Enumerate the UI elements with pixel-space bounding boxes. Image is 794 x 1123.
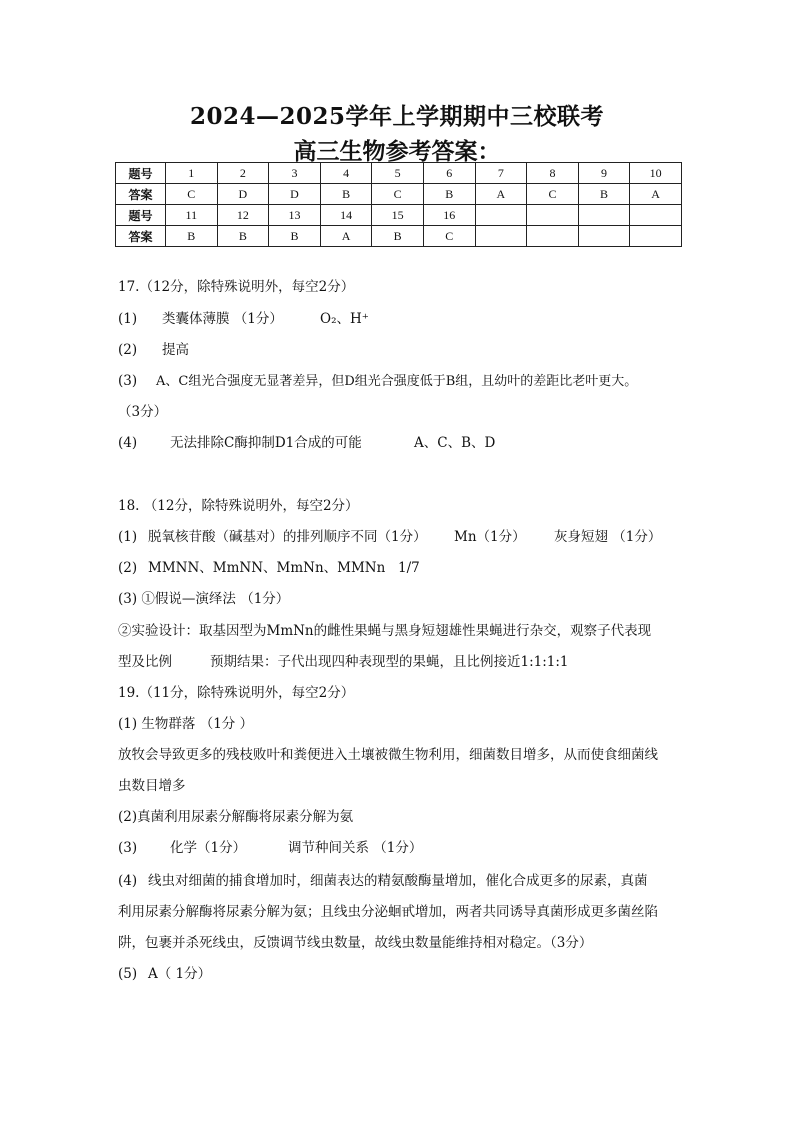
q19-line-1: (1) 生物群落 （1分 ） xyxy=(118,716,254,732)
q18-line-1 xyxy=(118,528,661,546)
q18-line-4: ②实验设计：取基因型为MmNn的雌性果蝇与黑身短翅雄性果蝇进行杂交，观察子代表现 xyxy=(118,623,652,639)
table-cell: 2 xyxy=(217,163,269,184)
q17-line-1 xyxy=(118,310,369,328)
answer-text: 提高 xyxy=(162,342,189,358)
table-cell: 15 xyxy=(372,205,424,226)
table-cell: 11 xyxy=(166,205,218,226)
table-cell xyxy=(578,226,630,247)
answer-text: A、C组光合强度无显著差异，但D组光合强度低于B组，且幼叶的差距比老叶更大。 xyxy=(156,374,638,389)
answer-text: 化学（1分） xyxy=(170,840,247,856)
q19-heading: 19.（11分，除特殊说明外，每空2分） xyxy=(118,685,355,701)
table-row xyxy=(116,184,682,205)
table-cell: D xyxy=(269,184,321,205)
table-cell: B xyxy=(166,226,218,247)
table-cell xyxy=(527,205,579,226)
answer-text: O₂、H⁺ xyxy=(320,311,369,327)
table-cell: C xyxy=(527,184,579,205)
table-cell: B xyxy=(578,184,630,205)
table-cell: 4 xyxy=(320,163,372,184)
table-cell: 14 xyxy=(320,205,372,226)
table-cell: B xyxy=(372,226,424,247)
q19-line-7: 利用尿素分解酶将尿素分解为氨；且线虫分泌蛔甙增加，两者共同诱导真菌形成更多菌丝陷 xyxy=(118,904,658,920)
table-cell: A xyxy=(630,184,682,205)
q19-line-3: 虫数目增多 xyxy=(118,778,186,794)
item-number: (2) xyxy=(118,342,138,358)
q19-line-4: (2)真菌利用尿素分解酶将尿素分解为氨 xyxy=(118,809,354,825)
table-cell: B xyxy=(320,184,372,205)
table-cell: 6 xyxy=(423,163,475,184)
answer-text: 1/7 xyxy=(398,560,420,576)
q18-line-2 xyxy=(118,559,420,577)
table-cell: B xyxy=(423,184,475,205)
answer-text: A、C、B、D xyxy=(414,435,496,451)
table-cell: 13 xyxy=(269,205,321,226)
table-cell xyxy=(475,226,527,247)
item-number: (3) xyxy=(118,373,138,389)
answer-table xyxy=(115,162,682,247)
table-cell xyxy=(630,226,682,247)
table-cell: 8 xyxy=(527,163,579,184)
q18-line-3: (3) ①假说—演绎法 （1分） xyxy=(118,591,290,607)
table-row xyxy=(116,205,682,226)
item-number: (3) xyxy=(118,840,138,856)
q17-line-4 xyxy=(118,434,495,452)
table-cell: 1 xyxy=(166,163,218,184)
table-cell: C xyxy=(423,226,475,247)
table-row xyxy=(116,226,682,247)
item-number: (2) xyxy=(118,560,138,576)
table-cell: B xyxy=(217,226,269,247)
table-cell: B xyxy=(269,226,321,247)
table-cell: C xyxy=(372,184,424,205)
q17-heading: 17.（12分，除特殊说明外，每空2分） xyxy=(118,279,355,295)
q17-line-3 xyxy=(118,372,637,391)
q19-line-6 xyxy=(118,872,648,890)
table-cell xyxy=(475,205,527,226)
answer-text: 灰身短翅 （1分） xyxy=(554,529,662,545)
row-header: 答案 xyxy=(116,226,166,247)
table-cell: 16 xyxy=(423,205,475,226)
q19-line-8: 阱，包裹并杀死线虫，反馈调节线虫数量，故线虫数量能维持相对稳定。（3分） xyxy=(118,935,593,951)
page-subtitle: 高三生物参考答案： xyxy=(293,138,501,165)
answer-text: 型及比例 xyxy=(118,654,172,670)
answer-text: 类囊体薄膜 （1分） xyxy=(162,311,283,327)
answer-text: A（ 1分） xyxy=(148,966,212,982)
row-header: 答案 xyxy=(116,184,166,205)
q18-heading: 18. （12分，除特殊说明外，每空2分） xyxy=(118,498,359,514)
q19-line-5 xyxy=(118,839,422,857)
item-number: (1) xyxy=(118,529,138,545)
row-header: 题号 xyxy=(116,163,166,184)
answer-text: 无法排除C酶抑制D1合成的可能 xyxy=(170,435,362,451)
item-number: (5) xyxy=(118,966,138,982)
row-header: 题号 xyxy=(116,205,166,226)
table-cell: 3 xyxy=(269,163,321,184)
answer-text: 脱氧核苷酸（碱基对）的排列顺序不同（1分） xyxy=(148,529,427,545)
table-cell: 7 xyxy=(475,163,527,184)
table-row xyxy=(116,163,682,184)
q17-line-3-score: （3分） xyxy=(118,404,168,420)
table-cell xyxy=(527,226,579,247)
answer-text: 线虫对细菌的捕食增加时，细菌表达的精氨酸酶量增加，催化合成更多的尿素，真菌 xyxy=(148,873,648,889)
q17-line-2 xyxy=(118,341,189,359)
q19-line-2: 放牧会导致更多的残枝败叶和粪便进入土壤被微生物利用，细菌数目增多，从而使食细菌线 xyxy=(118,747,658,763)
item-number: (4) xyxy=(118,873,138,889)
table-cell: A xyxy=(320,226,372,247)
q18-line-5 xyxy=(118,653,569,671)
answer-text: 调节种间关系 （1分） xyxy=(288,840,423,856)
answer-text: Mn（1分） xyxy=(454,529,526,545)
table-cell xyxy=(630,205,682,226)
table-cell: 10 xyxy=(630,163,682,184)
q19-line-9 xyxy=(118,965,211,983)
table-cell: 12 xyxy=(217,205,269,226)
table-cell: 5 xyxy=(372,163,424,184)
table-cell: C xyxy=(166,184,218,205)
item-number: (4) xyxy=(118,435,138,451)
answer-text: 预期结果：子代出现四种表现型的果蝇，且比例接近1:1:1:1 xyxy=(210,654,569,670)
answer-text: MMNN、MmNN、MmNn、MMNn xyxy=(148,560,386,576)
table-cell: D xyxy=(217,184,269,205)
table-cell: 9 xyxy=(578,163,630,184)
table-cell: A xyxy=(475,184,527,205)
table-cell xyxy=(578,205,630,226)
page-title: 2024—2025学年上学期期中三校联考 xyxy=(189,103,605,130)
item-number: (1) xyxy=(118,311,138,327)
